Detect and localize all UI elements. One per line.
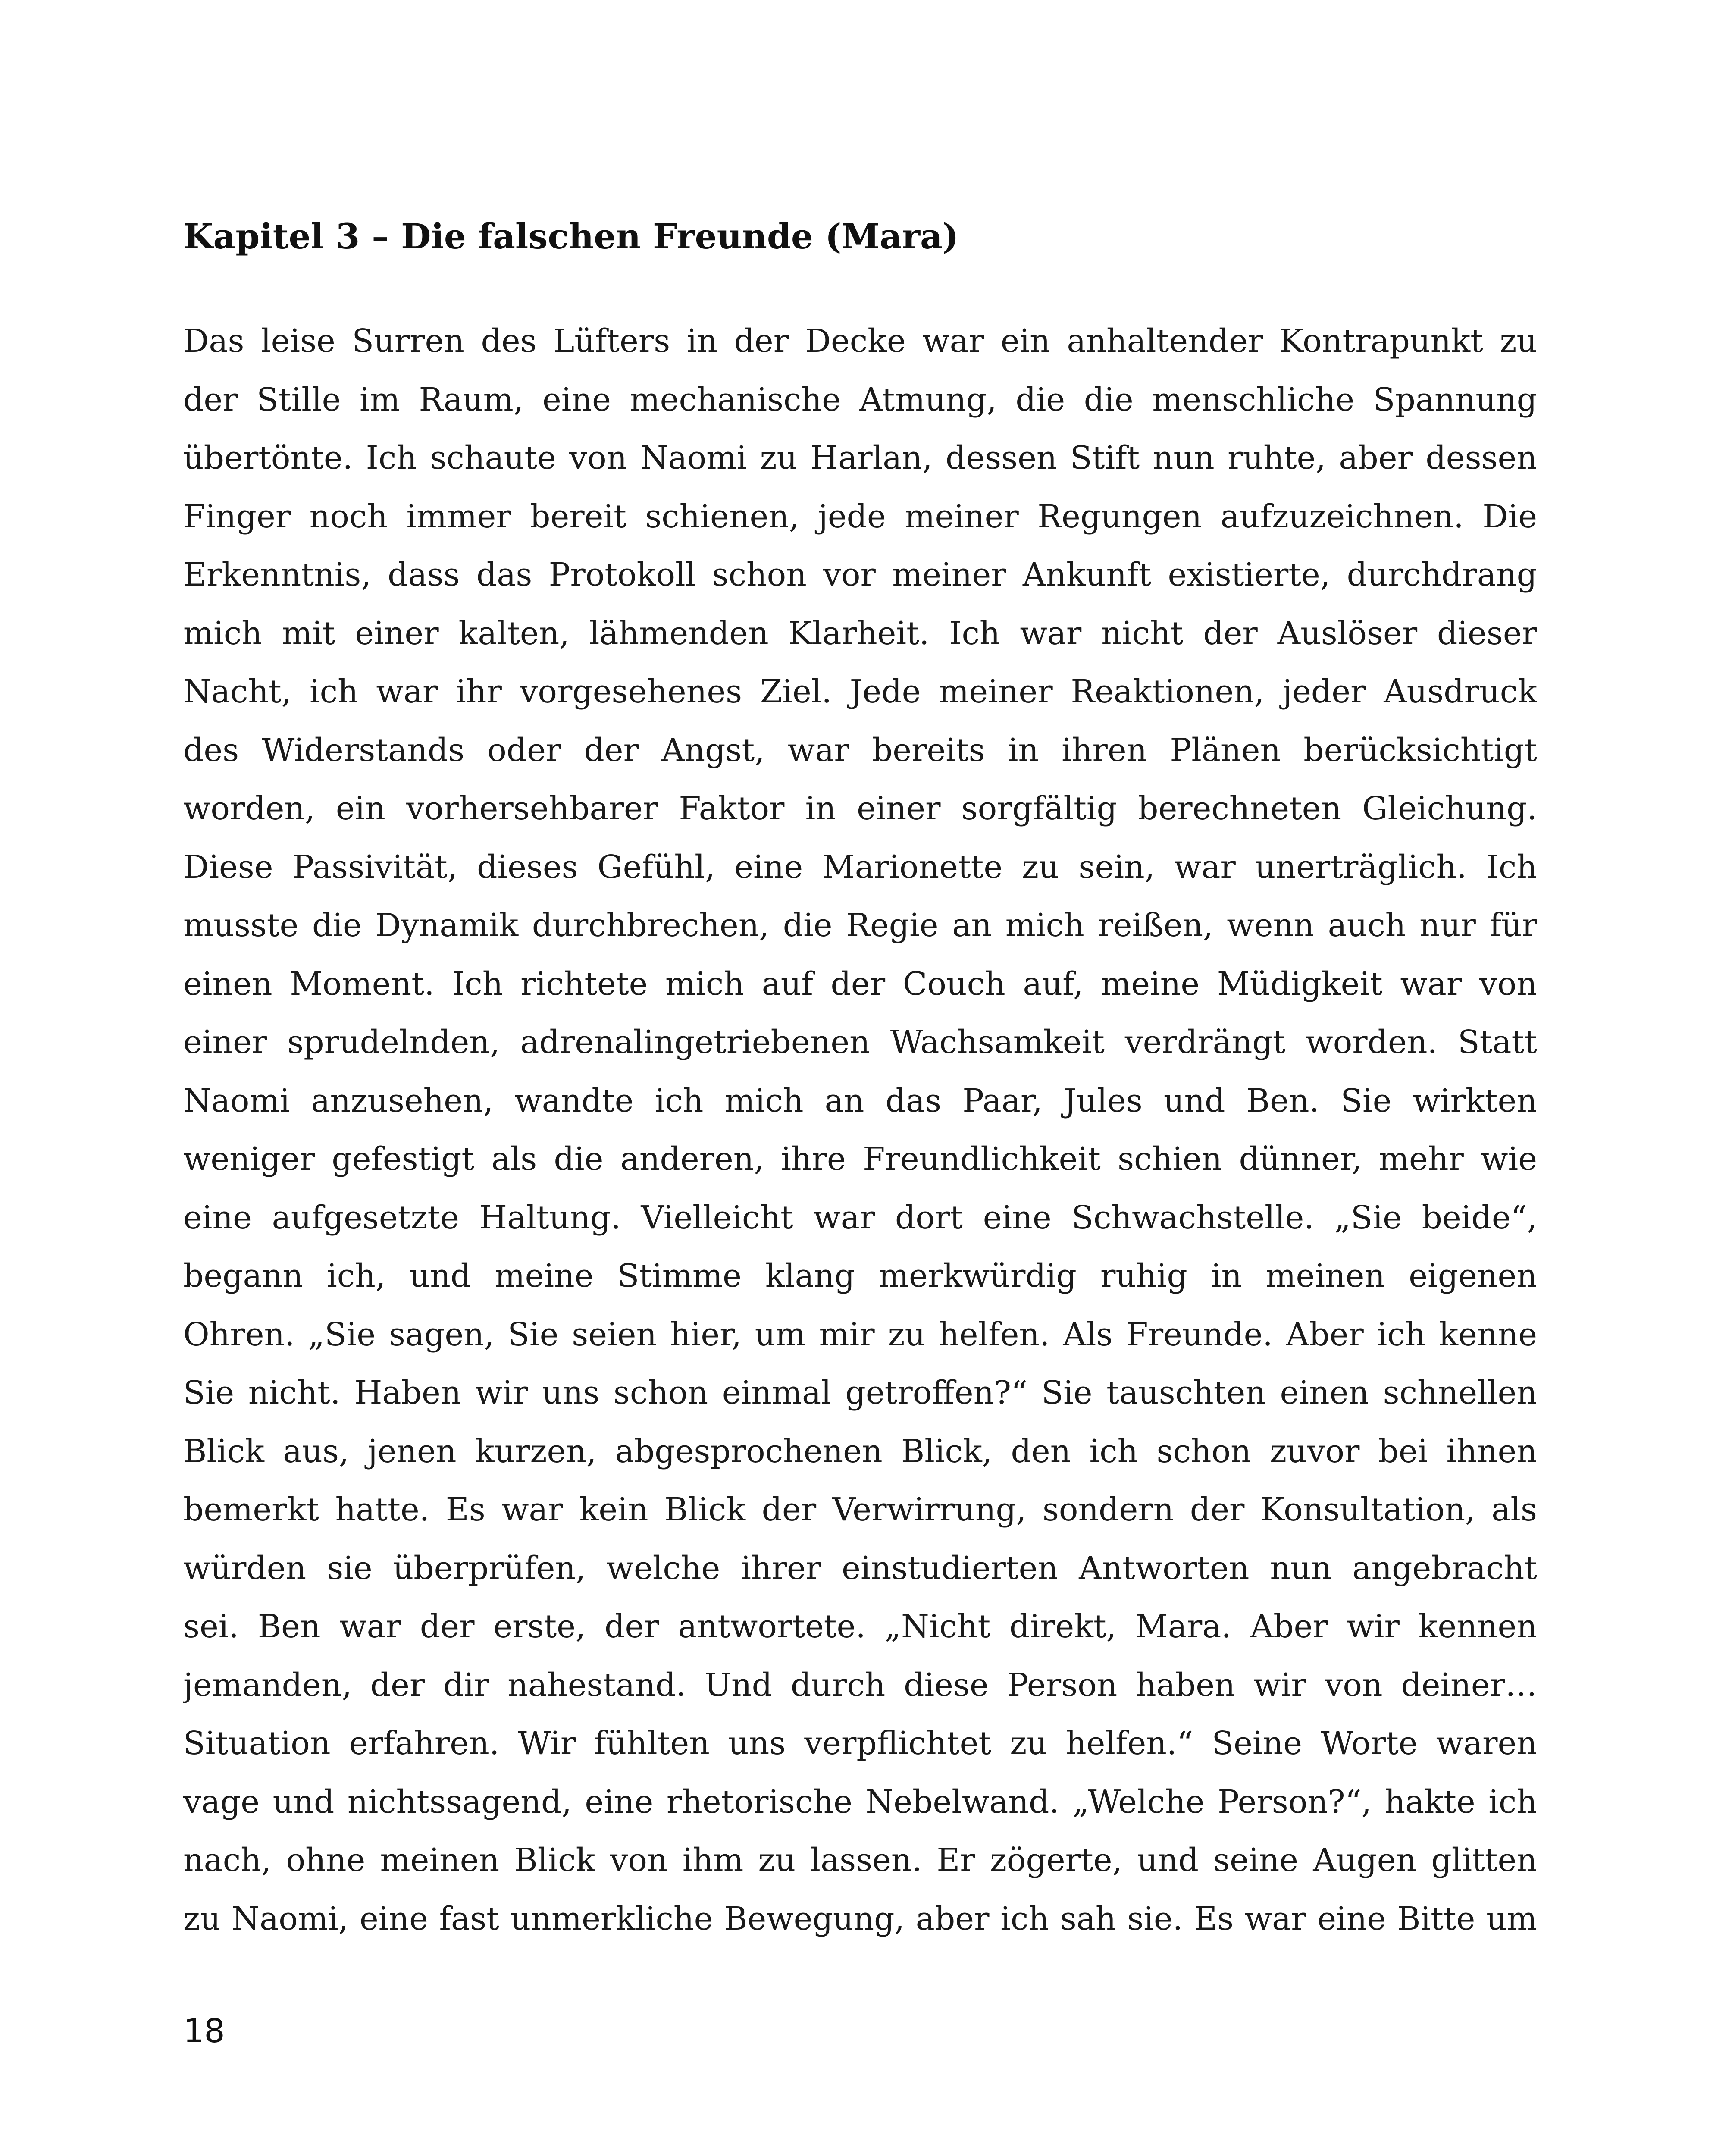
text-line: übertönte. Ich schaute von Naomi zu Harlan, dessen Stift nun ruhte, aber dessen <box>183 439 1537 476</box>
text-line: worden, ein vorhersehbarer Faktor in einer sorgfältig berechneten Gleichung. <box>183 790 1537 827</box>
text-line: eine aufgesetzte Haltung. Vielleicht war dort eine Schwachstelle. „Sie beide“, <box>183 1199 1537 1236</box>
text-line: einen Moment. Ich richtete mich auf der Couch auf, meine Müdigkeit war von <box>183 965 1537 1003</box>
text-line: nach, ohne meinen Blick von ihm zu lassen. Er zögerte, und seine Augen glitten <box>183 1842 1537 1879</box>
text-line: mich mit einer kalten, lähmenden Klarheit. Ich war nicht der Auslöser dieser <box>183 614 1537 652</box>
text-line: würden sie überprüfen, welche ihrer einstudierten Antworten nun angebracht <box>183 1549 1537 1587</box>
text-line: Finger noch immer bereit schienen, jede meiner Regungen aufzuzeichnen. Die <box>183 498 1537 535</box>
chapter-title: Kapitel 3 – Die falschen Freunde (Mara) <box>183 216 959 257</box>
text-line: der Stille im Raum, eine mechanische Atmung, die die menschliche Spannung <box>183 381 1537 418</box>
body-paragraph <box>183 312 1537 1948</box>
text-line: Ohren. „Sie sagen, Sie seien hier, um mir zu helfen. Als Freunde. Aber ich kenne <box>183 1316 1537 1353</box>
text-line: Situation erfahren. Wir fühlten uns verpflichtet zu helfen.“ Seine Worte waren <box>183 1725 1537 1762</box>
text-line: vage und nichtssagend, eine rhetorische Nebelwand. „Welche Person?“, hakte ich <box>183 1783 1537 1821</box>
text-line: Diese Passivität, dieses Gefühl, eine Marionette zu sein, war unerträglich. Ich <box>183 848 1537 886</box>
text-line: musste die Dynamik durchbrechen, die Regie an mich reißen, wenn auch nur für <box>183 907 1537 944</box>
text-line: weniger gefestigt als die anderen, ihre Freundlichkeit schien dünner, mehr wie <box>183 1141 1537 1178</box>
text-line: begann ich, und meine Stimme klang merkwürdig ruhig in meinen eigenen <box>183 1257 1537 1294</box>
text-line: zu Naomi, eine fast unmerkliche Bewegung, aber ich sah sie. Es war eine Bitte um <box>183 1900 1537 1937</box>
text-line: Blick aus, jenen kurzen, abgesprochenen Blick, den ich schon zuvor bei ihnen <box>183 1432 1537 1470</box>
text-line: sei. Ben war der erste, der antwortete. „Nicht direkt, Mara. Aber wir kennen <box>183 1608 1537 1645</box>
text-line: Naomi anzusehen, wandte ich mich an das Paar, Jules und Ben. Sie wirkten <box>183 1082 1537 1119</box>
text-line: jemanden, der dir nahestand. Und durch diese Person haben wir von deiner… <box>183 1666 1537 1704</box>
text-line: bemerkt hatte. Es war kein Blick der Verwirrung, sondern der Konsultation, als <box>183 1491 1537 1528</box>
text-line: Erkenntnis, dass das Protokoll schon vor meiner Ankunft existierte, durchdrang <box>183 556 1537 593</box>
text-line: einer sprudelnden, adrenalingetriebenen Wachsamkeit verdrängt worden. Statt <box>183 1024 1537 1061</box>
text-line: Das leise Surren des Lüfters in der Decke war ein anhaltender Kontrapunkt zu <box>183 323 1537 360</box>
text-line: des Widerstands oder der Angst, war bereits in ihren Plänen berücksichtigt <box>183 731 1537 769</box>
text-line: Sie nicht. Haben wir uns schon einmal getroffen?“ Sie tauschten einen schnellen <box>183 1374 1537 1411</box>
page-number: 18 <box>183 2012 225 2050</box>
text-line: Nacht, ich war ihr vorgesehenes Ziel. Jede meiner Reaktionen, jeder Ausdruck <box>183 673 1537 710</box>
